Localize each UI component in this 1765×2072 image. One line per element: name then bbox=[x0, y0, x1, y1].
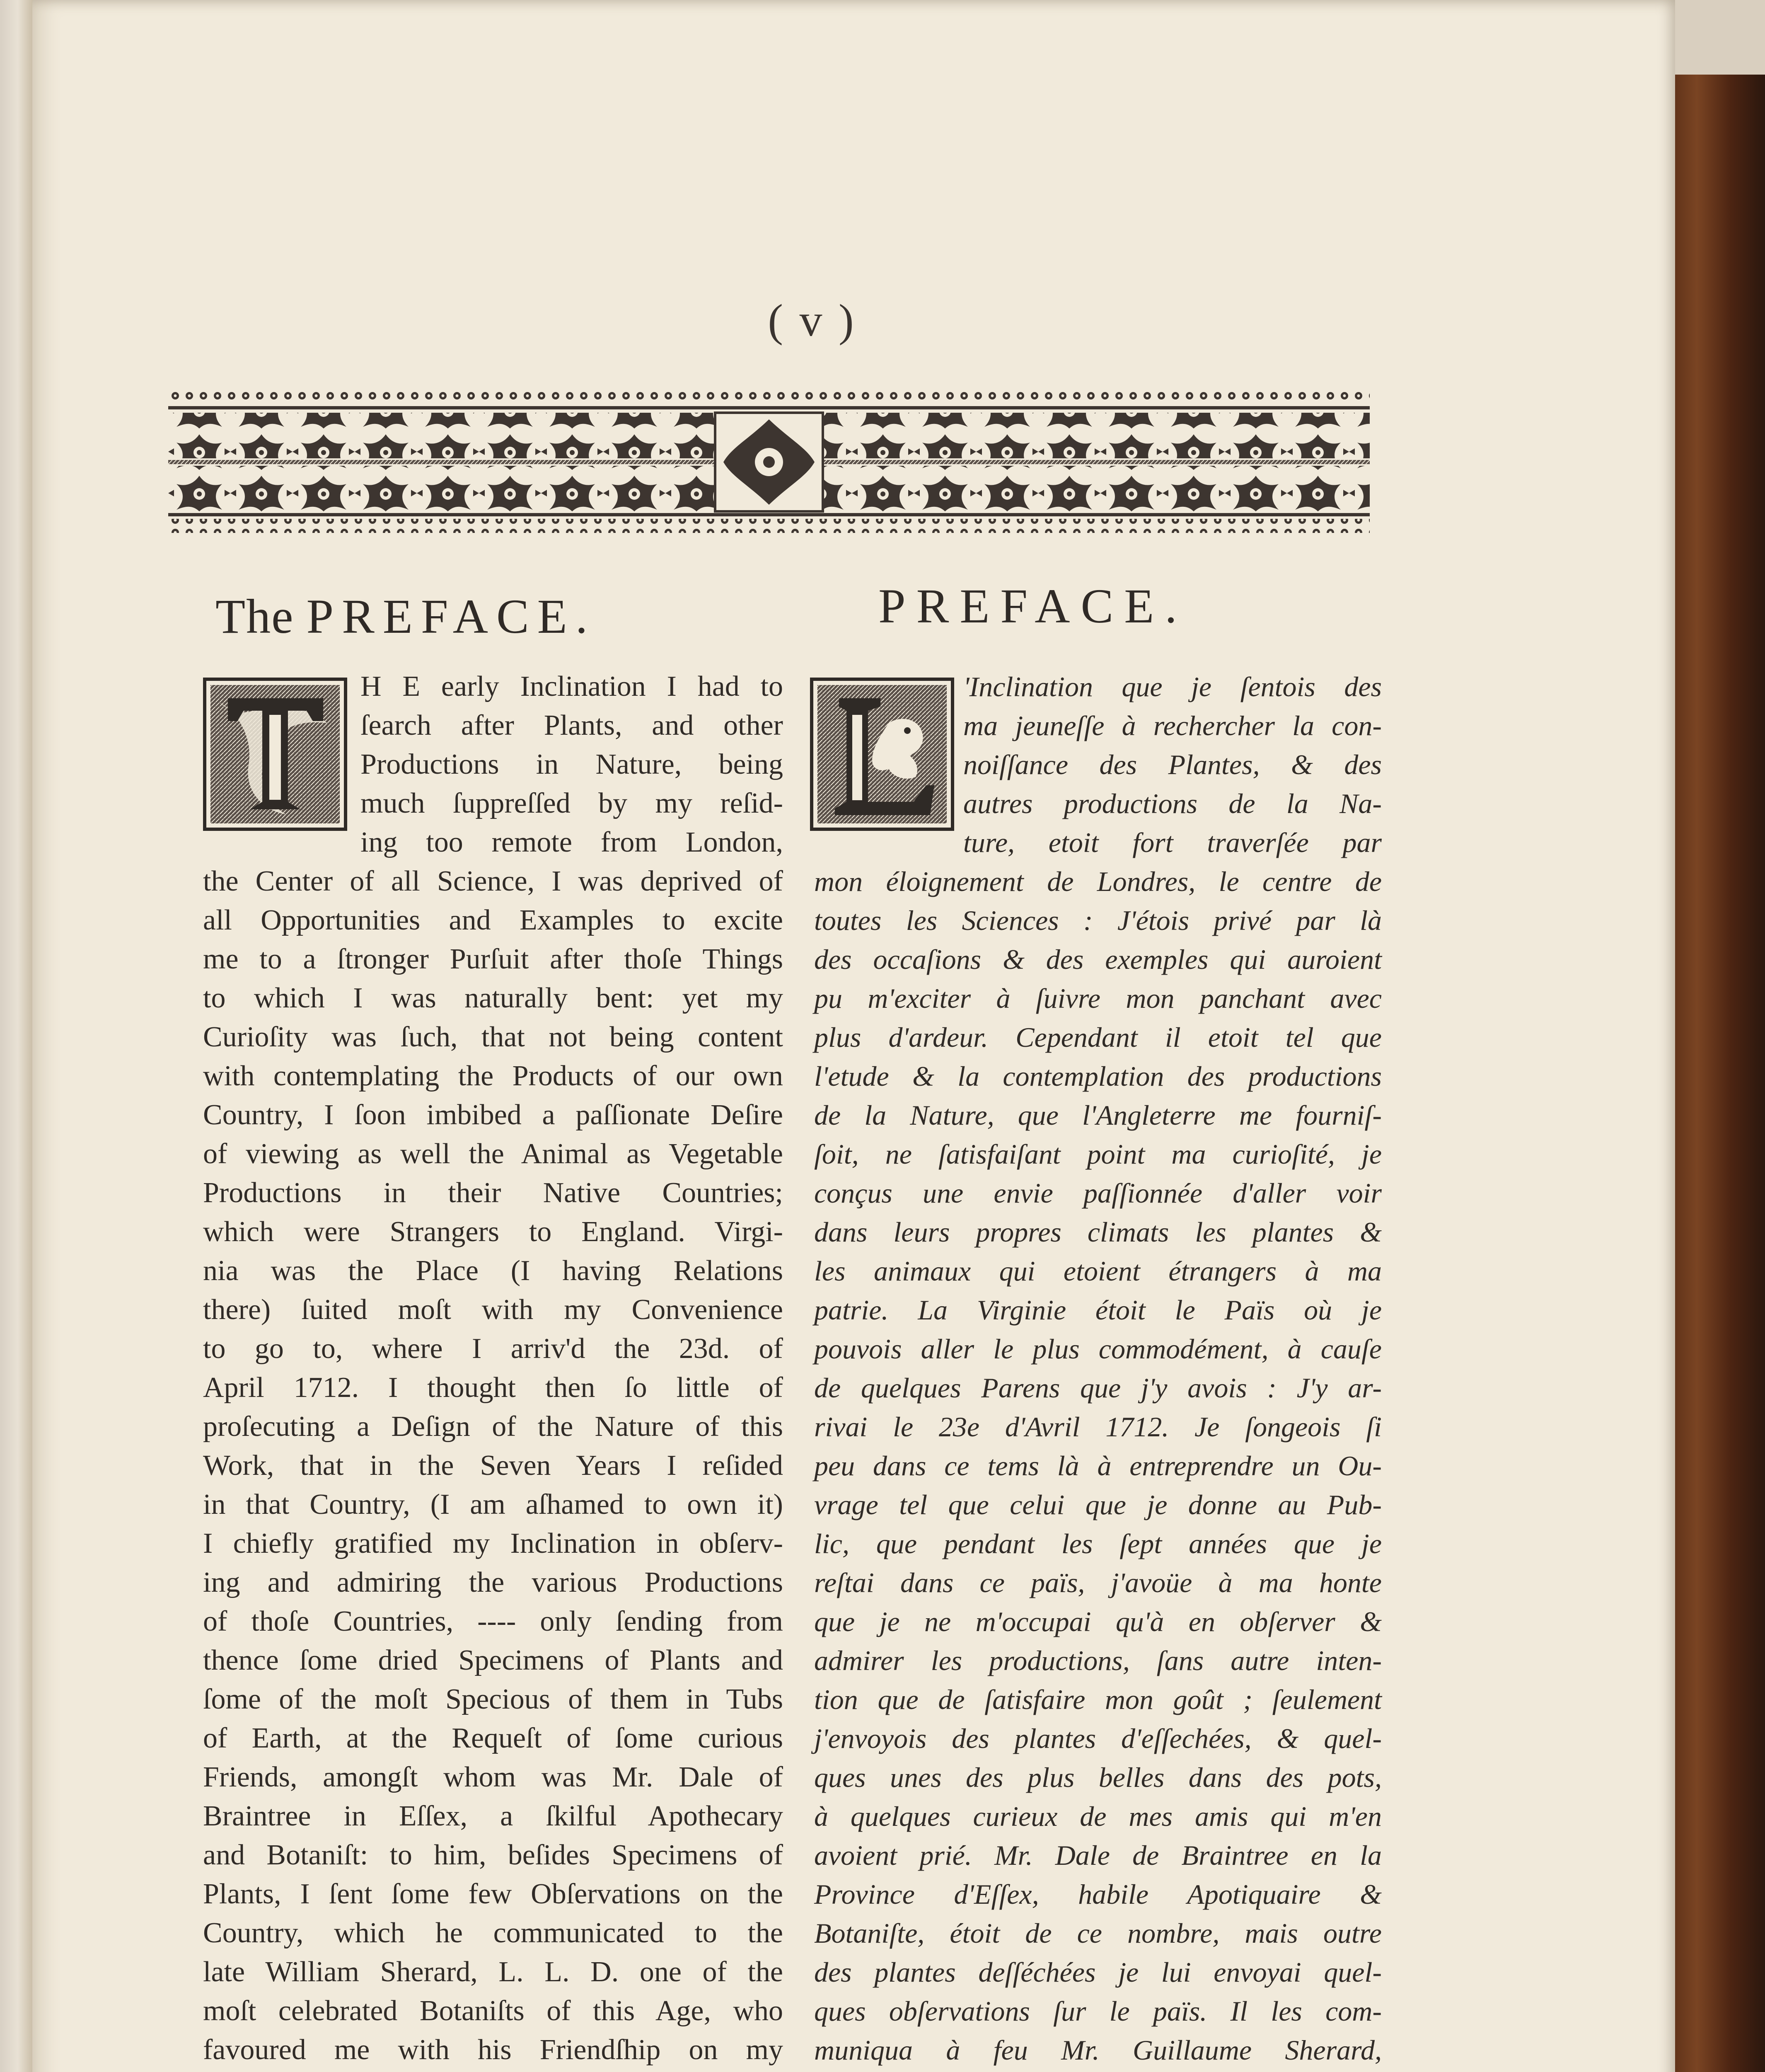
french-line: Botaniſte, étoit de ce nombre, mais outre bbox=[814, 1917, 1382, 1949]
english-line: Country, I ſoon imbibed a paſſionate Deſire bbox=[203, 1099, 783, 1131]
english-line: late William Sherard, L. L. D. one of the bbox=[203, 1956, 783, 1988]
english-heading-article: The bbox=[215, 589, 294, 644]
english-line: nia was the Place (I having Relations bbox=[203, 1255, 783, 1287]
english-line: the Center of all Science, I was deprived of bbox=[203, 865, 783, 897]
english-line: to go to, where I arriv'd the 23d. of bbox=[203, 1333, 783, 1365]
headpiece-ornament bbox=[168, 390, 1370, 547]
english-line: ſome of the moſt Specious of them in Tubs bbox=[203, 1683, 783, 1715]
english-line: favoured me with his Friendſhip on my bbox=[203, 2034, 783, 2066]
french-line: des occaſions & des exemples qui auroient bbox=[814, 944, 1382, 975]
english-line: thence ſome dried Specimens of Plants and bbox=[203, 1644, 783, 1676]
french-line: tion que de ſatisfaire mon goût ; ſeulement bbox=[814, 1684, 1382, 1715]
english-line: all Opportunities and Examples to excite bbox=[203, 904, 783, 936]
english-line: Productions in Nature, being bbox=[360, 748, 783, 780]
english-line: of Earth, at the Requeſt of ſome curious bbox=[203, 1722, 783, 1754]
french-line: rivai le 23e d'Avril 1712. Je ſongeois ſi bbox=[814, 1411, 1382, 1443]
english-line: ing too remote from London, bbox=[360, 826, 783, 858]
leather-binding bbox=[1668, 75, 1765, 2072]
english-line: H E early Inclination I had to bbox=[360, 670, 783, 702]
french-line: les animaux qui etoient étrangers à ma bbox=[814, 1255, 1382, 1287]
english-line: ing and admiring the various Productions bbox=[203, 1566, 783, 1598]
french-line: lic, que pendant les ſept années que je bbox=[814, 1528, 1382, 1559]
english-line: to which I was naturally bent: yet my bbox=[203, 982, 783, 1014]
english-line: ſearch after Plants, and other bbox=[360, 709, 783, 741]
french-line: j'envoyois des plantes d'eſſechées, & quel- bbox=[814, 1723, 1382, 1754]
english-line: much ſuppreſſed by my reſid- bbox=[360, 787, 783, 819]
english-line: and Botaniſt: to him, beſides Specimens of bbox=[203, 1839, 783, 1871]
french-line: autres productions de la Na- bbox=[963, 788, 1382, 819]
french-line: peu dans ce tems là à entreprendre un Ou- bbox=[814, 1450, 1382, 1481]
french-line: ques unes des plus belles dans des pots, bbox=[814, 1762, 1382, 1793]
english-line: Braintree in Eſſex, a ſkilful Apothecary bbox=[203, 1800, 783, 1832]
english-line: me to a ſtronger Purſuit after thoſe Things bbox=[203, 943, 783, 975]
french-line: de la Nature, que l'Angleterre me fourniſ- bbox=[814, 1099, 1382, 1131]
english-line: there) ſuited moſt with my Convenience bbox=[203, 1294, 783, 1326]
english-line: of thoſe Countries, ---- only ſending from bbox=[203, 1605, 783, 1637]
french-line: ture, etoit fort traverſée par bbox=[963, 827, 1382, 858]
english-line: which were Strangers to England. Virgi- bbox=[203, 1216, 783, 1248]
french-line: 'Inclination que je ſentois des bbox=[963, 671, 1382, 702]
english-line: proſecuting a Deſign of the Nature of this bbox=[203, 1411, 783, 1443]
english-heading-word: PREFACE. bbox=[306, 589, 596, 644]
french-line: admirer les productions, ſans autre inten- bbox=[814, 1645, 1382, 1676]
french-line: reſtai dans ce païs, j'avoüe à ma honte bbox=[814, 1567, 1382, 1598]
binding-top-gap bbox=[1668, 0, 1765, 75]
french-line: ma jeuneſſe à rechercher la con- bbox=[963, 710, 1382, 741]
french-line bbox=[814, 2070, 1382, 2072]
english-line: of viewing as well the Animal as Vegetable bbox=[203, 1138, 783, 1170]
french-line: patrie. La Virginie étoit le Païs où je bbox=[814, 1294, 1382, 1326]
french-text-column bbox=[814, 667, 1382, 2072]
french-line: conçus une envie paſſionnée d'aller voir bbox=[814, 1177, 1382, 1209]
french-line: de quelques Parens que j'y avois : J'y ar- bbox=[814, 1372, 1382, 1404]
french-line: ques obſervations ſur le païs. Il les com- bbox=[814, 1995, 1382, 2027]
french-line: dans leurs propres climats les plantes & bbox=[814, 1216, 1382, 1248]
english-line: Friends, amongſt whom was Mr. Dale of bbox=[203, 1761, 783, 1793]
french-line: que je ne m'occupai qu'à en obſerver & bbox=[814, 1606, 1382, 1637]
english-line: Productions in their Native Countries; bbox=[203, 1177, 783, 1209]
french-line: pouvois aller le plus commodément, à cauſe bbox=[814, 1333, 1382, 1365]
french-line: avoient prié. Mr. Dale de Braintree en la bbox=[814, 1840, 1382, 1871]
french-heading: PREFACE. bbox=[878, 579, 1188, 633]
english-line: Plants, I ſent ſome few Obſervations on the bbox=[203, 1878, 783, 1910]
english-line: Country, which he communicated to the bbox=[203, 1917, 783, 1949]
english-line bbox=[203, 2070, 783, 2072]
french-line: muniqua à feu Mr. Guillaume Sherard, bbox=[814, 2034, 1382, 2066]
page-number: ( v ) bbox=[768, 295, 856, 346]
english-line: with contemplating the Products of our own bbox=[203, 1060, 783, 1092]
french-line: toutes les Sciences : J'étois privé par là bbox=[814, 905, 1382, 936]
french-line: Province d'Eſſex, habile Apotiquaire & bbox=[814, 1878, 1382, 1910]
french-line: plus d'ardeur. Cependant il etoit tel que bbox=[814, 1021, 1382, 1053]
english-line: in that Country, (I am aſhamed to own it) bbox=[203, 1489, 783, 1520]
french-line: mon éloignement de Londres, le centre de bbox=[814, 866, 1382, 897]
english-line: Work, that in the Seven Years I reſided bbox=[203, 1450, 783, 1481]
english-line: I chiefly gratified my Inclination in obſerv- bbox=[203, 1527, 783, 1559]
french-line: à quelques curieux de mes amis qui m'en bbox=[814, 1801, 1382, 1832]
english-line: Curioſity was ſuch, that not being content bbox=[203, 1021, 783, 1053]
english-text-column bbox=[203, 667, 783, 2072]
french-line: noiſſance des Plantes, & des bbox=[963, 749, 1382, 780]
english-line: April 1712. I thought then ſo little of bbox=[203, 1372, 783, 1404]
english-line: moſt celebrated Botaniſts of this Age, who bbox=[203, 1995, 783, 2027]
facing-page-edge bbox=[0, 0, 32, 2072]
french-line: ſoit, ne ſatisfaiſant point ma curioſité, je bbox=[814, 1138, 1382, 1170]
french-line: des plantes deſſéchées je lui envoyai quel- bbox=[814, 1956, 1382, 1988]
french-line: l'etude & la contemplation des productions bbox=[814, 1060, 1382, 1092]
french-line: vrage tel que celui que je donne au Pub- bbox=[814, 1489, 1382, 1520]
english-heading bbox=[215, 588, 596, 645]
french-line: pu m'exciter à ſuivre mon panchant avec bbox=[814, 983, 1382, 1014]
